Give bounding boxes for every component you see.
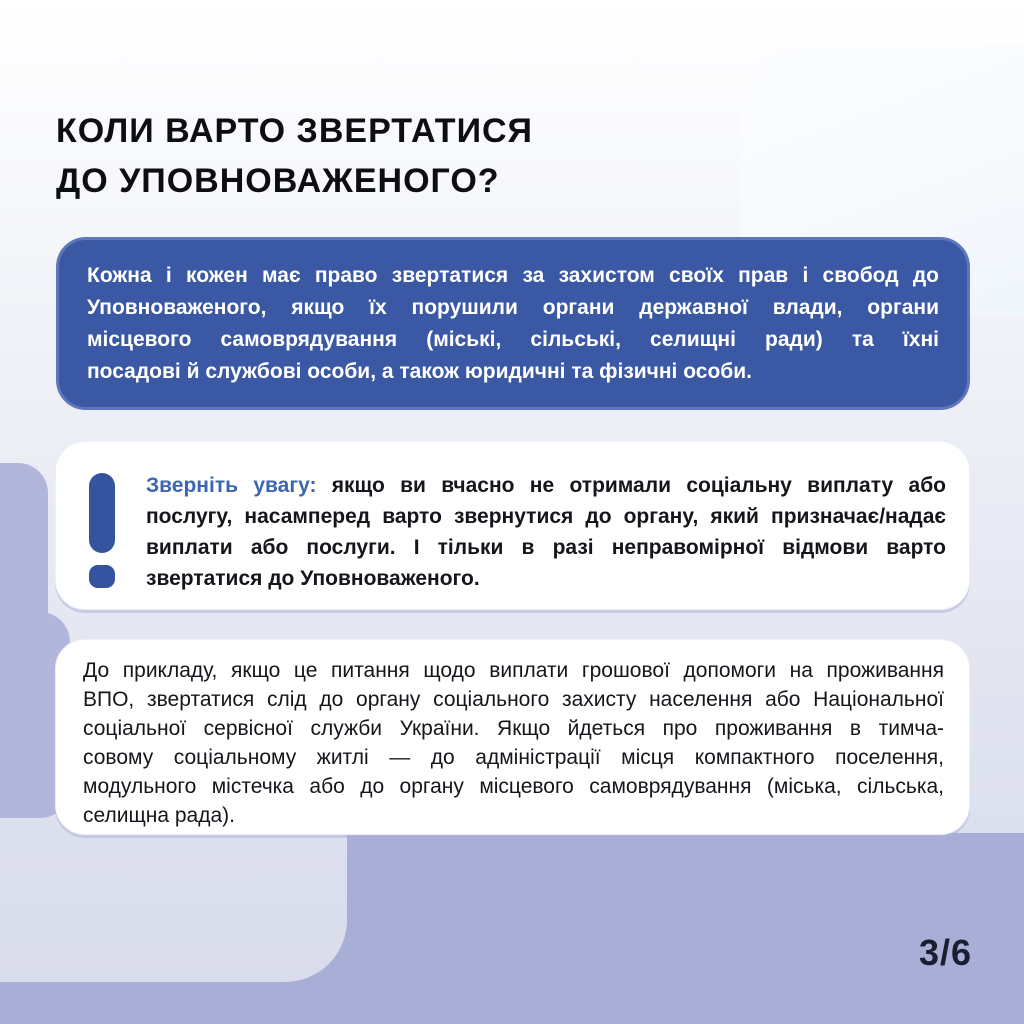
notice-text-line: послугу, насамперед варто звернутися до органу, який призначає/надає: [146, 505, 946, 528]
notice-card: [55, 441, 970, 610]
exclamation-icon-bar: [89, 473, 115, 553]
page-title-line-2: ДО УПОВНОВАЖЕНОГО?: [56, 162, 500, 200]
example-card: [55, 639, 970, 835]
intro-highlight-box: [56, 237, 970, 410]
page-number: 3/6: [918, 932, 972, 973]
notice-line-rest: якщо ви вчасно не отримали соціальну виплату або: [316, 474, 946, 497]
intro-text-line: посадові й службові особи, а також юридичні та фізичні особи.: [87, 360, 752, 383]
intro-text-line: місцевого самоврядування (міські, сільські, селищні ради) та їхні: [87, 328, 939, 351]
example-text-line: совому соціальному житлі — до адміністрації місця компактного поселення,: [83, 746, 944, 769]
example-text-line: селищна рада).: [83, 804, 235, 827]
page-title-line-1: КОЛИ ВАРТО ЗВЕРТАТИСЯ: [56, 112, 533, 150]
intro-text-line: Уповноваженого, якщо їх порушили органи державної влади, органи: [87, 296, 939, 319]
exclamation-icon-dot: [89, 565, 115, 588]
example-text-line: соціальної сервісної служби України. Якщо йдеться про проживання в тимча-: [83, 717, 944, 740]
notice-text: [146, 470, 946, 594]
example-text-line: модульного містечка або до органу місцевого самоврядування (міська, сільська,: [83, 775, 944, 798]
notice-lead-label: Зверніть увагу:: [146, 474, 317, 497]
page-title: [56, 106, 533, 206]
exclamation-icon: [89, 473, 115, 588]
intro-text-line: Кожна і кожен має право звертатися за захистом своїх прав і свобод до: [87, 264, 939, 287]
notice-text-line: [146, 470, 946, 501]
example-text-line: До прикладу, якщо це питання щодо виплати грошової допомоги на проживання: [83, 659, 944, 682]
notice-text-line: звертатися до Уповноваженого.: [146, 567, 480, 590]
notice-text-line: виплати або послуги. І тільки в разі неправомірної відмови варто: [146, 536, 946, 559]
example-text-line: ВПО, звертатися слід до органу соціального захисту населення або Національної: [83, 688, 944, 711]
